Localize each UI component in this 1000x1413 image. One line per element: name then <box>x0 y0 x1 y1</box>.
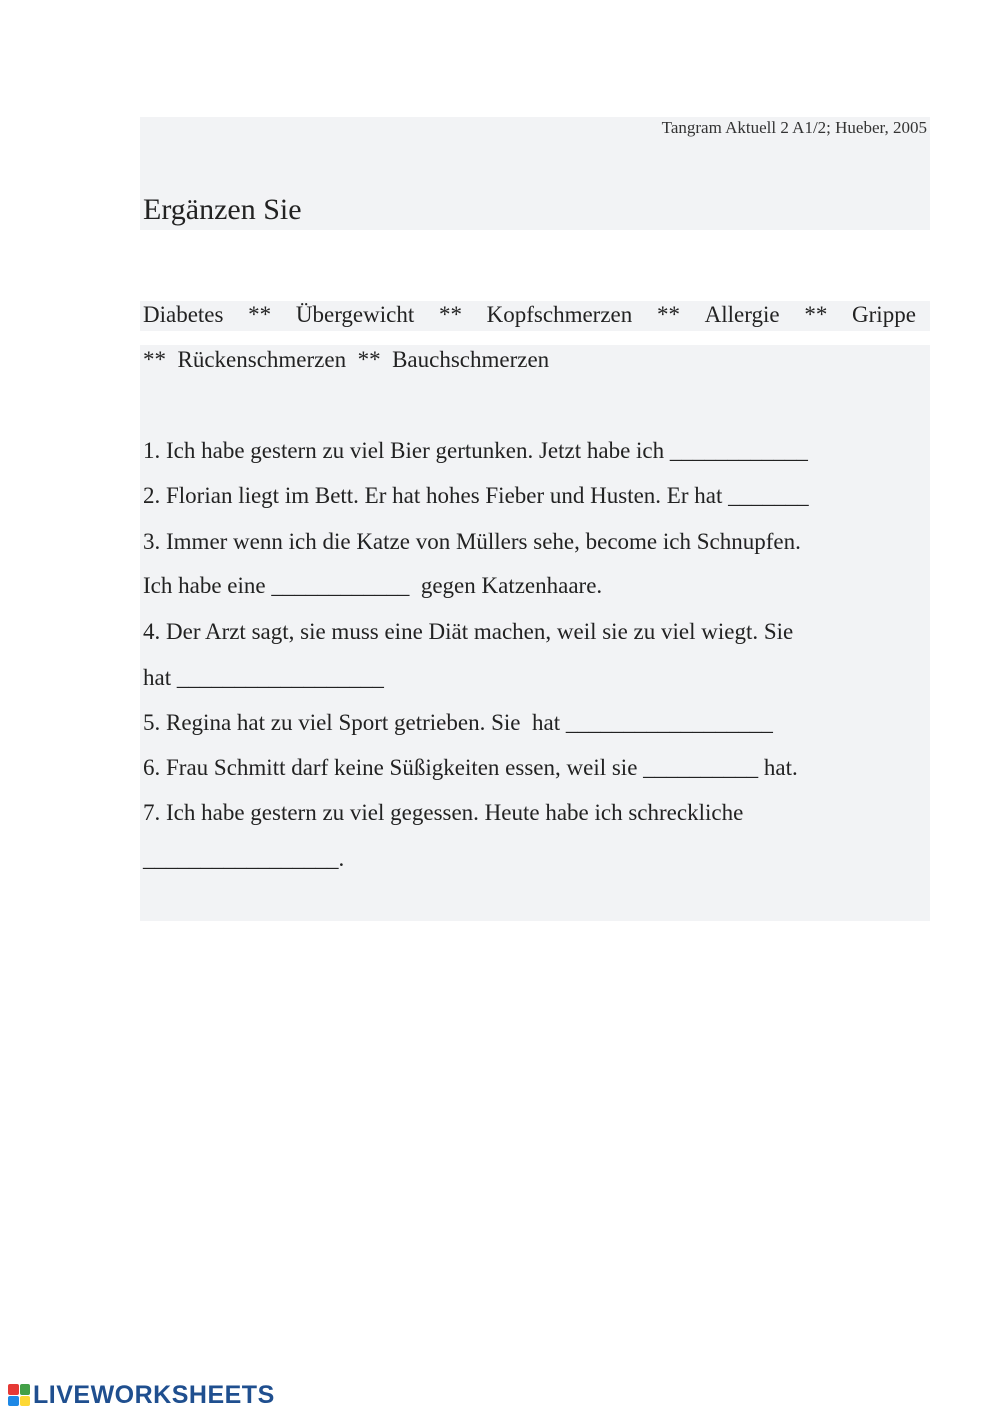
liveworksheets-brand <box>8 1381 275 1409</box>
logo-tile <box>20 1384 31 1395</box>
word-bank-item: Grippe <box>852 302 916 327</box>
logo-tile <box>8 1396 19 1407</box>
page-title: Ergänzen Sie <box>143 193 302 226</box>
exercise-line-3-continued: Ich habe eine ____________ gegen Katzenhaare. <box>143 573 603 598</box>
liveworksheets-logo-icon <box>8 1384 30 1406</box>
exercise-line-6: 6. Frau Schmitt darf keine Süßigkeiten essen, weil sie __________ hat. <box>143 755 798 780</box>
word-bank-line-1 <box>143 302 916 328</box>
word-bank-separator: ** <box>656 302 680 327</box>
source-citation: Tangram Aktuell 2 A1/2; Hueber, 2005 <box>661 118 927 137</box>
word-bank-line-2: ** Rückenschmerzen ** Bauchschmerzen <box>143 347 550 372</box>
word-bank-separator: ** <box>804 302 828 327</box>
word-bank-item: Allergie <box>704 302 780 327</box>
exercise-line-4-continued: hat __________________ <box>143 665 384 690</box>
exercise-line-1: 1. Ich habe gestern zu viel Bier gertunken. Jetzt habe ich ____________ <box>143 438 808 463</box>
logo-tile <box>20 1396 31 1407</box>
logo-tile <box>8 1384 19 1395</box>
exercise-line-3: 3. Immer wenn ich die Katze von Müllers sehe, become ich Schnupfen. <box>143 529 801 554</box>
word-bank-item: Diabetes <box>143 302 224 327</box>
brand-name: LIVEWORKSHEETS <box>33 1381 275 1409</box>
exercise-line-2: 2. Florian liegt im Bett. Er hat hohes Fieber und Husten. Er hat _______ <box>143 483 809 508</box>
word-bank-item: Kopfschmerzen <box>486 302 633 327</box>
word-bank-separator: ** <box>438 302 462 327</box>
exercise-line-5: 5. Regina hat zu viel Sport getrieben. Sie hat __________________ <box>143 710 773 735</box>
exercise-line-7-continued: _________________. <box>143 846 345 871</box>
exercise-line-7: 7. Ich habe gestern zu viel gegessen. Heute habe ich schreckliche <box>143 800 744 825</box>
word-bank-item: Übergewicht <box>295 302 415 327</box>
word-bank-separator: ** <box>248 302 272 327</box>
exercise-line-4: 4. Der Arzt sagt, sie muss eine Diät machen, weil sie zu viel wiegt. Sie <box>143 619 794 644</box>
